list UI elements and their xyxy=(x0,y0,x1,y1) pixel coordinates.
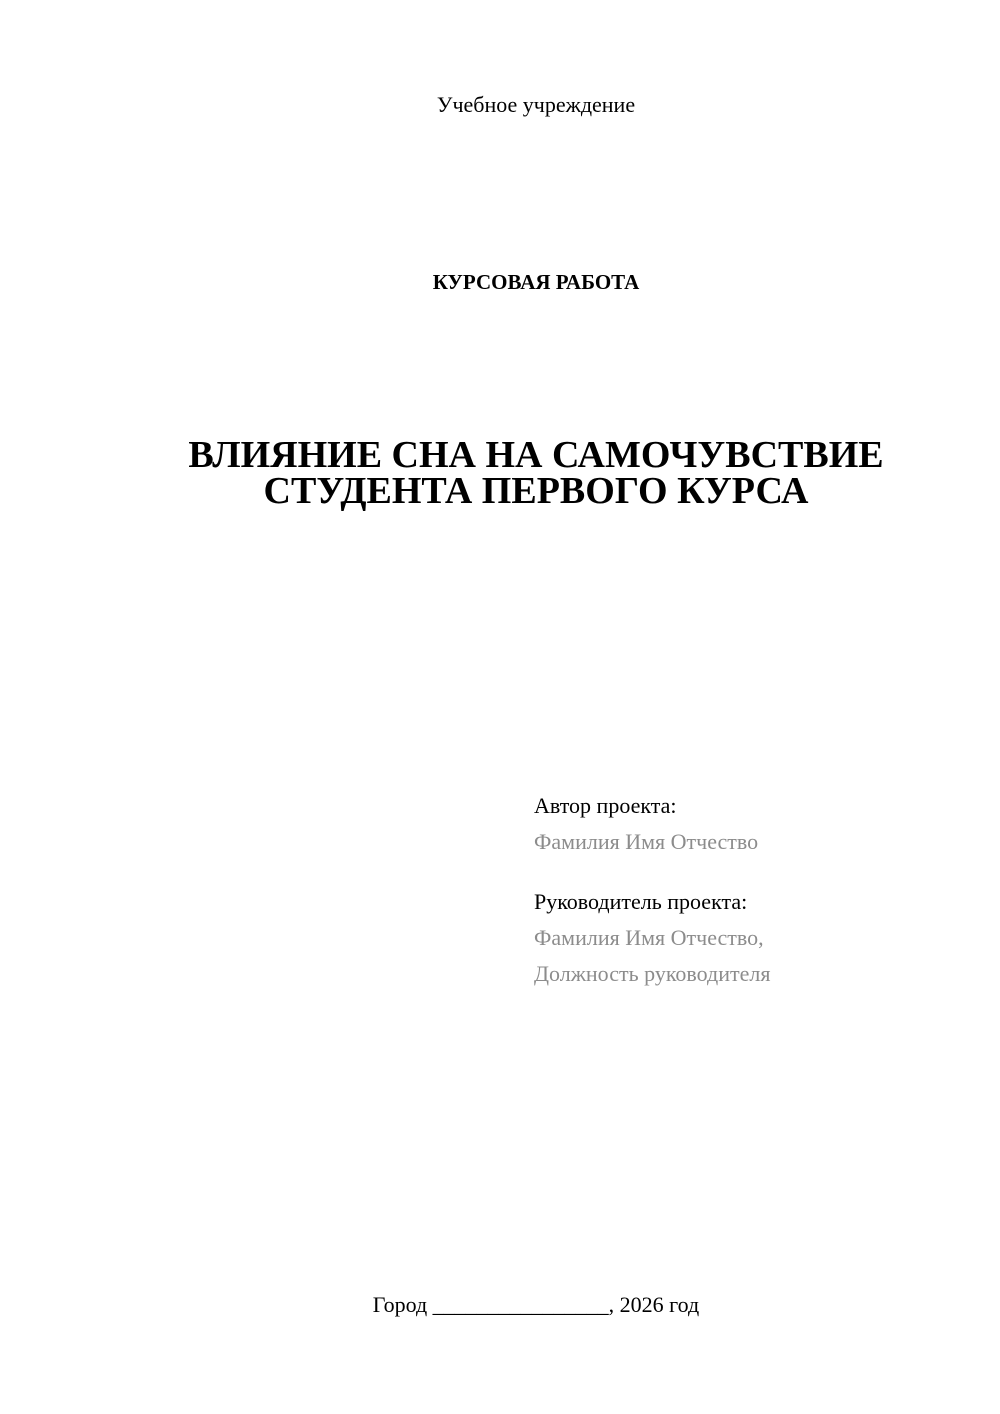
supervisor-name: Фамилия Имя Отчество, xyxy=(534,925,764,950)
author-label: Автор проекта: xyxy=(534,793,677,818)
institution-name: Учебное учреждение xyxy=(436,92,636,117)
project-people-block xyxy=(534,788,974,992)
document-title-line-2: СТУДЕНТА ПЕРВОГО КУРСА xyxy=(263,470,809,512)
city-year-line: Город ________________, 2026 год xyxy=(372,1292,700,1317)
supervisor-label: Руководитель проекта: xyxy=(534,889,748,914)
document-title-line-1: ВЛИЯНИЕ СНА НА САМОЧУВСТВИЕ xyxy=(188,434,884,476)
spacer xyxy=(534,860,974,884)
document-title xyxy=(0,434,1000,512)
author-name: Фамилия Имя Отчество xyxy=(534,829,759,854)
document-type: КУРСОВАЯ РАБОТА xyxy=(432,270,640,294)
supervisor-position: Должность руководителя xyxy=(534,961,771,986)
